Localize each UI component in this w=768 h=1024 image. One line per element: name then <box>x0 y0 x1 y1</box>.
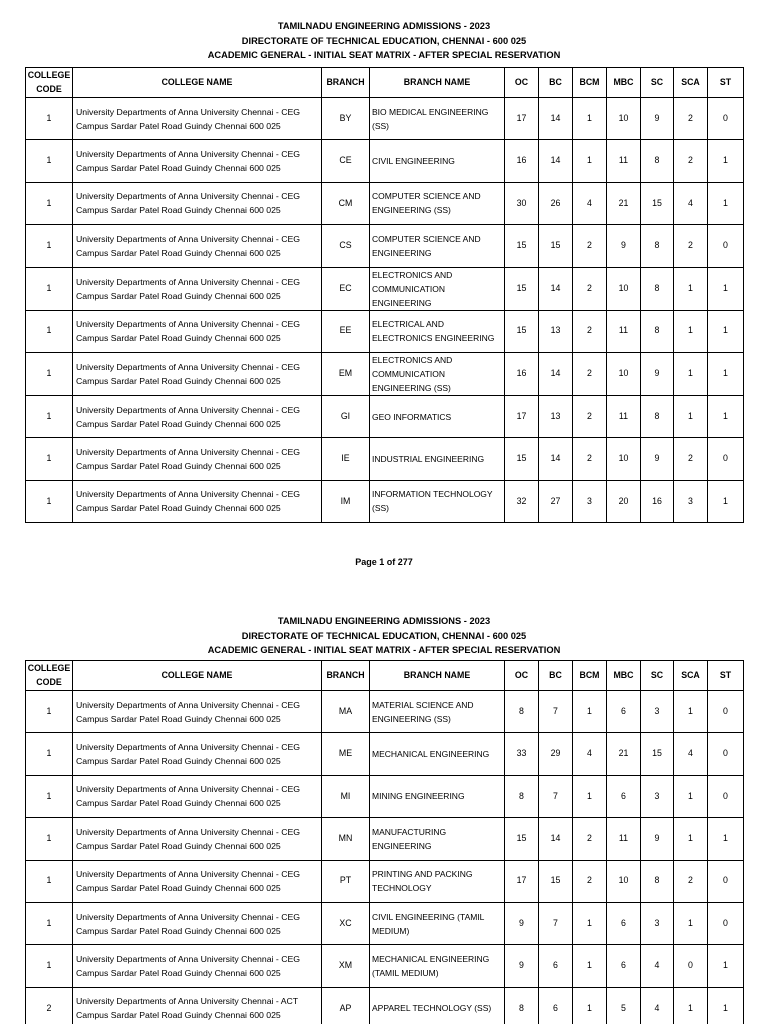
header-directorate: DIRECTORATE OF TECHNICAL EDUCATION, CHENNAI - 600 025 <box>241 630 527 641</box>
cell-college-code: 1 <box>26 267 73 310</box>
cell-college-code: 1 <box>26 733 73 775</box>
cell-mbc: 10 <box>607 352 641 395</box>
table-row <box>26 818 744 860</box>
table-row <box>26 395 744 437</box>
cell-college-code: 1 <box>26 140 73 182</box>
cell-bc: 14 <box>539 818 573 860</box>
cell-bcm: 2 <box>573 395 607 437</box>
cell-sc: 15 <box>641 733 674 775</box>
col-college-name: COLLEGE NAME <box>73 661 322 691</box>
cell-st: 1 <box>708 987 744 1024</box>
col-mbc: MBC <box>607 661 641 691</box>
cell-bc: 6 <box>539 987 573 1024</box>
col-branch-name: BRANCH NAME <box>370 661 505 691</box>
cell-branch-code: MI <box>322 775 370 817</box>
cell-branch-code: CM <box>322 182 370 224</box>
cell-oc: 15 <box>505 225 539 267</box>
cell-bc: 7 <box>539 691 573 733</box>
cell-sca: 4 <box>674 182 708 224</box>
cell-college-code: 2 <box>26 987 73 1024</box>
cell-bcm: 2 <box>573 438 607 480</box>
cell-oc: 15 <box>505 438 539 480</box>
cell-branch-name: MECHANICAL ENGINEERING (TAMIL MEDIUM) <box>370 945 505 987</box>
cell-college-name: University Departments of Anna University Chennai - CEG Campus Sardar Patel Road Guindy Chennai 600 025 <box>73 267 322 310</box>
cell-bc: 29 <box>539 733 573 775</box>
cell-sc: 3 <box>641 775 674 817</box>
table-row <box>26 987 744 1024</box>
cell-bc: 13 <box>539 310 573 352</box>
cell-bc: 14 <box>539 267 573 310</box>
cell-bc: 7 <box>539 775 573 817</box>
cell-bcm: 2 <box>573 310 607 352</box>
cell-college-name: University Departments of Anna University Chennai - CEG Campus Sardar Patel Road Guindy Chennai 600 025 <box>73 225 322 267</box>
cell-st: 1 <box>708 395 744 437</box>
cell-st: 0 <box>708 98 744 140</box>
cell-st: 1 <box>708 352 744 395</box>
cell-mbc: 10 <box>607 860 641 902</box>
cell-sc: 4 <box>641 987 674 1024</box>
col-sca: SCA <box>674 661 708 691</box>
col-oc: OC <box>505 68 539 98</box>
cell-branch-code: XC <box>322 902 370 944</box>
cell-bc: 6 <box>539 945 573 987</box>
cell-college-code: 1 <box>26 691 73 733</box>
cell-branch-name: MATERIAL SCIENCE AND ENGINEERING (SS) <box>370 691 505 733</box>
cell-branch-code: CE <box>322 140 370 182</box>
cell-sc: 16 <box>641 480 674 522</box>
cell-sca: 0 <box>674 945 708 987</box>
cell-sca: 2 <box>674 140 708 182</box>
cell-oc: 17 <box>505 395 539 437</box>
page-number: Page 1 of 277 <box>355 557 413 567</box>
cell-branch-code: EE <box>322 310 370 352</box>
cell-college-code: 1 <box>26 225 73 267</box>
cell-sca: 1 <box>674 987 708 1024</box>
cell-st: 0 <box>708 438 744 480</box>
cell-bc: 14 <box>539 438 573 480</box>
cell-sc: 3 <box>641 902 674 944</box>
cell-bc: 27 <box>539 480 573 522</box>
table-row <box>26 691 744 733</box>
col-college-code: COLLEGE CODE <box>26 661 73 691</box>
cell-mbc: 21 <box>607 733 641 775</box>
cell-bcm: 1 <box>573 775 607 817</box>
cell-branch-name: INDUSTRIAL ENGINEERING <box>370 438 505 480</box>
cell-oc: 9 <box>505 945 539 987</box>
cell-st: 1 <box>708 945 744 987</box>
cell-college-code: 1 <box>26 945 73 987</box>
cell-branch-name: GEO INFORMATICS <box>370 395 505 437</box>
cell-college-code: 1 <box>26 775 73 817</box>
cell-college-code: 1 <box>26 310 73 352</box>
cell-college-code: 1 <box>26 438 73 480</box>
table-row <box>26 860 744 902</box>
cell-branch-code: AP <box>322 987 370 1024</box>
cell-st: 1 <box>708 267 744 310</box>
cell-mbc: 11 <box>607 818 641 860</box>
cell-branch-name: APPAREL TECHNOLOGY (SS) <box>370 987 505 1024</box>
cell-sca: 3 <box>674 480 708 522</box>
table-header-row <box>26 661 744 691</box>
cell-college-name: University Departments of Anna University Chennai - CEG Campus Sardar Patel Road Guindy Chennai 600 025 <box>73 438 322 480</box>
cell-branch-name: COMPUTER SCIENCE AND ENGINEERING <box>370 225 505 267</box>
cell-st: 0 <box>708 775 744 817</box>
cell-oc: 15 <box>505 818 539 860</box>
cell-sc: 4 <box>641 945 674 987</box>
cell-bc: 14 <box>539 98 573 140</box>
header-title: TAMILNADU ENGINEERING ADMISSIONS - 2023 <box>277 21 491 31</box>
cell-bc: 14 <box>539 140 573 182</box>
cell-sca: 2 <box>674 860 708 902</box>
cell-mbc: 11 <box>607 140 641 182</box>
table-row <box>26 140 744 182</box>
cell-branch-name: ELECTRICAL AND ELECTRONICS ENGINEERING <box>370 310 505 352</box>
cell-bc: 15 <box>539 860 573 902</box>
cell-oc: 16 <box>505 352 539 395</box>
table-row <box>26 480 744 522</box>
document-page-2 <box>0 608 768 1021</box>
cell-bcm: 1 <box>573 98 607 140</box>
seat-matrix-table <box>25 660 744 1024</box>
cell-college-code: 1 <box>26 98 73 140</box>
cell-mbc: 6 <box>607 691 641 733</box>
cell-oc: 17 <box>505 98 539 140</box>
cell-mbc: 11 <box>607 395 641 437</box>
cell-college-name: University Departments of Anna University Chennai - CEG Campus Sardar Patel Road Guindy Chennai 600 025 <box>73 733 322 775</box>
cell-college-name: University Departments of Anna University Chennai - CEG Campus Sardar Patel Road Guindy Chennai 600 025 <box>73 775 322 817</box>
table-row <box>26 267 744 310</box>
cell-college-name: University Departments of Anna University Chennai - CEG Campus Sardar Patel Road Guindy Chennai 600 025 <box>73 945 322 987</box>
cell-sca: 1 <box>674 267 708 310</box>
cell-sc: 9 <box>641 438 674 480</box>
cell-branch-code: IM <box>322 480 370 522</box>
cell-bcm: 1 <box>573 945 607 987</box>
cell-branch-code: PT <box>322 860 370 902</box>
cell-college-name: University Departments of Anna University Chennai - CEG Campus Sardar Patel Road Guindy Chennai 600 025 <box>73 310 322 352</box>
cell-college-code: 1 <box>26 860 73 902</box>
cell-bcm: 4 <box>573 182 607 224</box>
cell-branch-code: XM <box>322 945 370 987</box>
cell-mbc: 6 <box>607 902 641 944</box>
cell-oc: 8 <box>505 987 539 1024</box>
cell-oc: 9 <box>505 902 539 944</box>
col-sca: SCA <box>674 68 708 98</box>
cell-branch-name: CIVIL ENGINEERING (TAMIL MEDIUM) <box>370 902 505 944</box>
col-college-name: COLLEGE NAME <box>73 68 322 98</box>
cell-branch-code: MA <box>322 691 370 733</box>
header-title: TAMILNADU ENGINEERING ADMISSIONS - 2023 <box>277 616 491 626</box>
cell-branch-code: EC <box>322 267 370 310</box>
cell-oc: 15 <box>505 267 539 310</box>
cell-st: 1 <box>708 480 744 522</box>
cell-college-name: University Departments of Anna University Chennai - CEG Campus Sardar Patel Road Guindy Chennai 600 025 <box>73 860 322 902</box>
cell-st: 1 <box>708 182 744 224</box>
col-branch: BRANCH <box>322 68 370 98</box>
table-row <box>26 945 744 987</box>
cell-mbc: 21 <box>607 182 641 224</box>
cell-sc: 9 <box>641 818 674 860</box>
cell-branch-code: EM <box>322 352 370 395</box>
cell-college-name: University Departments of Anna University Chennai - CEG Campus Sardar Patel Road Guindy Chennai 600 025 <box>73 182 322 224</box>
cell-sca: 1 <box>674 352 708 395</box>
cell-st: 0 <box>708 225 744 267</box>
cell-mbc: 9 <box>607 225 641 267</box>
cell-sca: 1 <box>674 691 708 733</box>
cell-college-name: University Departments of Anna University Chennai - CEG Campus Sardar Patel Road Guindy Chennai 600 025 <box>73 480 322 522</box>
cell-mbc: 6 <box>607 775 641 817</box>
col-sc: SC <box>641 661 674 691</box>
table-row <box>26 775 744 817</box>
cell-college-name: University Departments of Anna University Chennai - CEG Campus Sardar Patel Road Guindy Chennai 600 025 <box>73 818 322 860</box>
cell-bc: 7 <box>539 902 573 944</box>
cell-mbc: 6 <box>607 945 641 987</box>
col-sc: SC <box>641 68 674 98</box>
cell-mbc: 10 <box>607 267 641 310</box>
cell-sc: 8 <box>641 140 674 182</box>
cell-mbc: 11 <box>607 310 641 352</box>
cell-bc: 13 <box>539 395 573 437</box>
cell-st: 1 <box>708 140 744 182</box>
col-st: ST <box>708 68 744 98</box>
table-row <box>26 902 744 944</box>
header-directorate: DIRECTORATE OF TECHNICAL EDUCATION, CHENNAI - 600 025 <box>241 35 527 46</box>
seat-matrix-table <box>25 67 744 523</box>
cell-branch-code: BY <box>322 98 370 140</box>
cell-sc: 8 <box>641 860 674 902</box>
cell-branch-code: ME <box>322 733 370 775</box>
cell-sc: 9 <box>641 352 674 395</box>
cell-sca: 4 <box>674 733 708 775</box>
cell-college-code: 1 <box>26 395 73 437</box>
cell-branch-name: CIVIL ENGINEERING <box>370 140 505 182</box>
table-row <box>26 225 744 267</box>
cell-branch-name: ELECTRONICS AND COMMUNICATION ENGINEERING <box>370 267 505 310</box>
cell-college-name: University Departments of Anna University Chennai - ACT Campus Sardar Patel Road Guindy Chennai 600 025 <box>73 987 322 1024</box>
col-bc: BC <box>539 661 573 691</box>
cell-sca: 2 <box>674 438 708 480</box>
cell-oc: 8 <box>505 691 539 733</box>
cell-branch-name: MINING ENGINEERING <box>370 775 505 817</box>
cell-sca: 1 <box>674 310 708 352</box>
cell-sc: 8 <box>641 395 674 437</box>
cell-bcm: 1 <box>573 987 607 1024</box>
cell-college-code: 1 <box>26 480 73 522</box>
cell-oc: 8 <box>505 775 539 817</box>
table-row <box>26 310 744 352</box>
cell-mbc: 5 <box>607 987 641 1024</box>
col-st: ST <box>708 661 744 691</box>
cell-oc: 17 <box>505 860 539 902</box>
cell-college-name: University Departments of Anna University Chennai - CEG Campus Sardar Patel Road Guindy Chennai 600 025 <box>73 352 322 395</box>
cell-oc: 15 <box>505 310 539 352</box>
cell-branch-name: MECHANICAL ENGINEERING <box>370 733 505 775</box>
cell-st: 1 <box>708 310 744 352</box>
header-subtitle: ACADEMIC GENERAL - INITIAL SEAT MATRIX - AFTER SPECIAL RESERVATION <box>207 50 561 60</box>
cell-sca: 1 <box>674 775 708 817</box>
col-branch-name: BRANCH NAME <box>370 68 505 98</box>
cell-st: 0 <box>708 902 744 944</box>
cell-branch-code: IE <box>322 438 370 480</box>
cell-branch-code: GI <box>322 395 370 437</box>
cell-sca: 1 <box>674 902 708 944</box>
cell-bcm: 2 <box>573 818 607 860</box>
cell-bcm: 2 <box>573 267 607 310</box>
cell-bcm: 2 <box>573 352 607 395</box>
cell-sca: 2 <box>674 98 708 140</box>
table-header-row <box>26 68 744 98</box>
cell-bcm: 4 <box>573 733 607 775</box>
cell-branch-name: ELECTRONICS AND COMMUNICATION ENGINEERING (SS) <box>370 352 505 395</box>
cell-oc: 32 <box>505 480 539 522</box>
cell-branch-name: COMPUTER SCIENCE AND ENGINEERING (SS) <box>370 182 505 224</box>
header-subtitle: ACADEMIC GENERAL - INITIAL SEAT MATRIX - AFTER SPECIAL RESERVATION <box>207 645 561 655</box>
cell-oc: 33 <box>505 733 539 775</box>
col-bcm: BCM <box>573 661 607 691</box>
col-college-code: COLLEGE CODE <box>26 68 73 98</box>
cell-college-code: 1 <box>26 818 73 860</box>
cell-bcm: 1 <box>573 902 607 944</box>
col-bc: BC <box>539 68 573 98</box>
table-row <box>26 182 744 224</box>
cell-college-name: University Departments of Anna University Chennai - CEG Campus Sardar Patel Road Guindy Chennai 600 025 <box>73 395 322 437</box>
cell-sc: 8 <box>641 267 674 310</box>
cell-branch-name: BIO MEDICAL ENGINEERING (SS) <box>370 98 505 140</box>
cell-college-name: University Departments of Anna University Chennai - CEG Campus Sardar Patel Road Guindy Chennai 600 025 <box>73 140 322 182</box>
cell-bc: 15 <box>539 225 573 267</box>
cell-oc: 30 <box>505 182 539 224</box>
cell-st: 1 <box>708 818 744 860</box>
cell-sc: 3 <box>641 691 674 733</box>
cell-bcm: 1 <box>573 140 607 182</box>
col-branch: BRANCH <box>322 661 370 691</box>
cell-st: 0 <box>708 733 744 775</box>
cell-mbc: 10 <box>607 98 641 140</box>
table-row <box>26 98 744 140</box>
cell-st: 0 <box>708 860 744 902</box>
cell-sc: 8 <box>641 310 674 352</box>
cell-branch-name: INFORMATION TECHNOLOGY (SS) <box>370 480 505 522</box>
cell-mbc: 10 <box>607 438 641 480</box>
cell-branch-code: CS <box>322 225 370 267</box>
cell-bcm: 2 <box>573 860 607 902</box>
table-row <box>26 438 744 480</box>
table-row <box>26 352 744 395</box>
cell-college-name: University Departments of Anna University Chennai - CEG Campus Sardar Patel Road Guindy Chennai 600 025 <box>73 98 322 140</box>
cell-bc: 14 <box>539 352 573 395</box>
cell-college-name: University Departments of Anna University Chennai - CEG Campus Sardar Patel Road Guindy Chennai 600 025 <box>73 691 322 733</box>
cell-sc: 8 <box>641 225 674 267</box>
col-bcm: BCM <box>573 68 607 98</box>
cell-college-code: 1 <box>26 352 73 395</box>
cell-mbc: 20 <box>607 480 641 522</box>
cell-st: 0 <box>708 691 744 733</box>
cell-bcm: 3 <box>573 480 607 522</box>
cell-branch-code: MN <box>322 818 370 860</box>
cell-sc: 15 <box>641 182 674 224</box>
cell-sca: 1 <box>674 818 708 860</box>
cell-college-code: 1 <box>26 182 73 224</box>
cell-oc: 16 <box>505 140 539 182</box>
cell-bcm: 1 <box>573 691 607 733</box>
cell-sca: 1 <box>674 395 708 437</box>
cell-college-name: University Departments of Anna University Chennai - CEG Campus Sardar Patel Road Guindy Chennai 600 025 <box>73 902 322 944</box>
cell-sca: 2 <box>674 225 708 267</box>
cell-branch-name: PRINTING AND PACKING TECHNOLOGY <box>370 860 505 902</box>
col-mbc: MBC <box>607 68 641 98</box>
cell-college-code: 1 <box>26 902 73 944</box>
table-row <box>26 733 744 775</box>
cell-branch-name: MANUFACTURING ENGINEERING <box>370 818 505 860</box>
cell-sc: 9 <box>641 98 674 140</box>
cell-bcm: 2 <box>573 225 607 267</box>
col-oc: OC <box>505 661 539 691</box>
cell-bc: 26 <box>539 182 573 224</box>
